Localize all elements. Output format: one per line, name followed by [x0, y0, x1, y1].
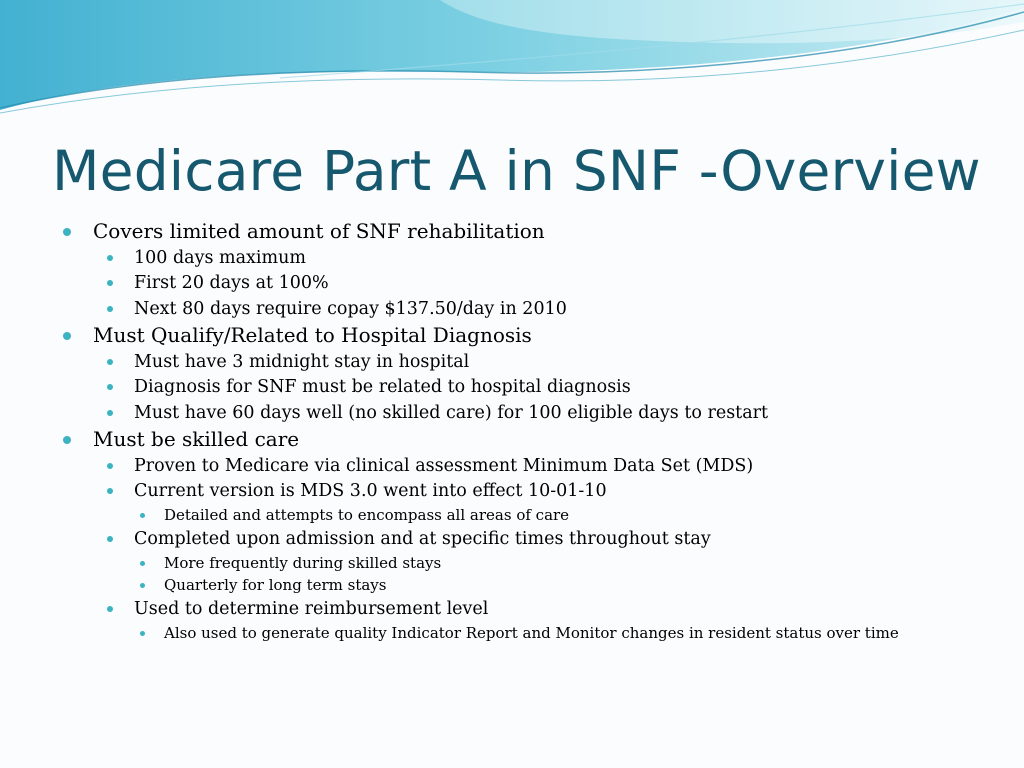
bullet-dot-icon	[63, 228, 71, 236]
sub-bullet-item	[134, 479, 607, 503]
sub-bullet-item	[134, 375, 631, 399]
bullet-dot-icon	[140, 561, 145, 566]
bullet-dot-icon	[107, 306, 113, 312]
bullet-text: More frequently during skilled stays	[164, 554, 442, 572]
bullet-item	[93, 218, 545, 244]
bullet-dot-icon	[107, 410, 113, 416]
bullet-text: Must Qualify/Related to Hospital Diagnosis	[93, 323, 532, 347]
bullet-dot-icon	[107, 359, 113, 365]
bullet-text: Must be skilled care	[93, 427, 300, 451]
bullet-dot-icon	[63, 332, 71, 340]
bullet-dot-icon	[63, 436, 71, 444]
header-swoosh-decoration	[0, 0, 1024, 130]
bullet-text: Used to determine reimbursement level	[134, 599, 489, 619]
bullet-dot-icon	[140, 513, 145, 518]
bullet-dot-icon	[107, 463, 113, 469]
bullet-text: Quarterly for long term stays	[164, 576, 387, 594]
bullet-text: Current version is MDS 3.0 went into effect 10-01-10	[134, 481, 607, 501]
bullet-dot-icon	[107, 488, 113, 494]
bullet-text: 100 days maximum	[134, 248, 306, 268]
bullet-item	[93, 426, 299, 452]
bullet-text: Proven to Medicare via clinical assessment Minimum Data Set (MDS)	[134, 456, 754, 476]
sub-bullet-item	[134, 350, 469, 374]
sub-bullet-item	[134, 246, 306, 270]
sub-bullet-item	[134, 401, 768, 425]
sub-sub-bullet-item	[164, 553, 441, 573]
bullet-text: Completed upon admission and at specific times throughout stay	[134, 529, 711, 549]
bullet-item	[93, 322, 532, 348]
bullet-text: Must have 3 midnight stay in hospital	[134, 352, 470, 372]
sub-sub-bullet-item	[164, 505, 569, 525]
bullet-text: Must have 60 days well (no skilled care) for 100 eligible days to restart	[134, 403, 769, 423]
bullet-text: First 20 days at 100%	[134, 273, 329, 293]
bullet-dot-icon	[107, 280, 113, 286]
bullet-dot-icon	[107, 536, 113, 542]
bullet-text: Covers limited amount of SNF rehabilitation	[93, 219, 545, 243]
bullet-text: Detailed and attempts to encompass all areas of care	[164, 506, 570, 524]
bullet-text: Also used to generate quality Indicator Report and Monitor changes in resident status over time	[164, 624, 899, 642]
sub-sub-bullet-item	[164, 575, 386, 595]
slide-title: Medicare Part A in SNF -Overview	[52, 139, 981, 203]
sub-sub-bullet-item	[164, 623, 899, 643]
bullet-dot-icon	[140, 631, 145, 636]
bullet-dot-icon	[107, 384, 113, 390]
sub-bullet-item	[134, 297, 567, 321]
bullet-text: Next 80 days require copay $137.50/day in 2010	[134, 299, 567, 319]
sub-bullet-item	[134, 271, 329, 295]
bullet-text: Diagnosis for SNF must be related to hospital diagnosis	[134, 377, 631, 397]
sub-bullet-item	[134, 597, 488, 621]
bullet-dot-icon	[140, 583, 145, 588]
bullet-dot-icon	[107, 255, 113, 261]
sub-bullet-item	[134, 454, 753, 478]
sub-bullet-item	[134, 527, 711, 551]
bullet-dot-icon	[107, 606, 113, 612]
